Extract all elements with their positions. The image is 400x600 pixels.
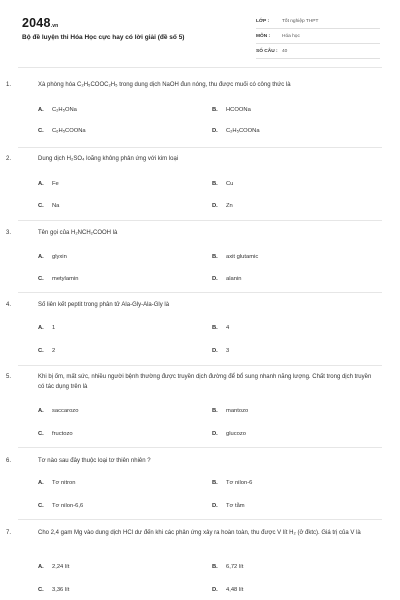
answer-option[interactable]: C. metylamin [38, 276, 79, 282]
meta-label: MÔN : [256, 33, 271, 39]
answer-option[interactable]: D. 4,48 lít [212, 587, 244, 593]
answer-option[interactable]: D. Tơ tằm [212, 503, 245, 509]
meta-value: Tốt nghiệp THPT [282, 18, 319, 24]
question-text: 2. Dung dịch H₂SO₄ loãng không phản ứng với kim loại [6, 156, 179, 162]
answer-option[interactable]: B. axit glutamic [212, 254, 259, 260]
meta-row-class [256, 14, 380, 29]
meta-label: LỚP : [256, 18, 270, 24]
answer-option[interactable]: D. glucozo [212, 431, 246, 437]
page-title: Bộ đề luyện thi Hóa Học cực hay có lời giải (đề số 5) [22, 34, 185, 41]
question-divider [18, 519, 382, 520]
question-divider [18, 447, 382, 448]
answer-option[interactable]: A. C₂H₅ONa [38, 107, 77, 113]
answer-option[interactable]: C. Na [38, 203, 60, 209]
question-text: 7. Cho 2,4 gam Mg vào dung dịch HCl dư đến khi các phản ứng xảy ra hoàn toàn, thu được V lít H₂ (ở đktc). Giá trị của V là [6, 530, 361, 536]
answer-option[interactable]: A. 1 [38, 325, 56, 331]
question-divider [18, 147, 382, 148]
question-text: 4. Số liên kết peptit trong phân tử Ala-Gly-Ala-Gly là [6, 302, 170, 308]
exam-meta [256, 14, 380, 59]
question-divider [18, 220, 382, 221]
answer-option[interactable]: A. 2,24 lít [38, 564, 70, 570]
meta-label: SỐ CÂU : [256, 48, 278, 54]
meta-value: Hóa học [282, 33, 300, 39]
question-text: 1. Xà phòng hóa C₂H₅COOC₂H₅ trong dung dịch NaOH đun nóng, thu được muối có công thức là [6, 82, 291, 88]
answer-option[interactable]: B. 4 [212, 325, 230, 331]
answer-option[interactable]: C. 2 [38, 348, 56, 354]
meta-row-subject [256, 29, 380, 44]
answer-option[interactable]: C. C₆H₅COONa [38, 128, 86, 134]
meta-row-count [256, 44, 380, 59]
answer-option[interactable]: D. Zn [212, 203, 233, 209]
site-logo[interactable]: 2048.vn [22, 16, 59, 30]
answer-option[interactable]: A. glyxin [38, 254, 67, 260]
document-header [0, 0, 400, 62]
answer-option[interactable]: B. Cu [212, 181, 234, 187]
answer-option[interactable]: B. mantozo [212, 408, 249, 414]
answer-option[interactable]: C. fructozo [38, 431, 73, 437]
answer-option[interactable]: D. C₂H₅COONa [212, 128, 260, 134]
answer-option[interactable]: A. Tơ nitron [38, 480, 76, 486]
answer-option[interactable]: D. 3 [212, 348, 230, 354]
answer-option[interactable]: A. saccarozo [38, 408, 79, 414]
header-divider [18, 67, 382, 68]
answer-option[interactable]: B. Tơ nilon-6 [212, 480, 253, 486]
question-divider [18, 292, 382, 293]
question-divider [18, 365, 382, 366]
answer-option[interactable]: B. HCOONa [212, 107, 251, 113]
meta-value: 40 [282, 48, 288, 54]
answer-option[interactable]: A. Fe [38, 181, 59, 187]
question-text: 6. Tơ nào sau đây thuộc loại tơ thiên nhiên ? [6, 458, 151, 464]
question-text: 3. Tên gọi của H₂NCH₂COOH là [6, 230, 118, 236]
answer-option[interactable]: D. alanin [212, 276, 242, 282]
answer-option[interactable]: B. 6,72 lít [212, 564, 244, 570]
question-text: 5. Khi bị ốm, mất sức, nhiều người bệnh thường được truyền dịch đường để bổ sung nhanh năng lượng. Chất trong dịch truyền có tác dụng trên là [6, 374, 372, 390]
answer-option[interactable]: C. Tơ nilon-6,6 [38, 503, 84, 509]
answer-option[interactable]: C. 3,36 lít [38, 587, 70, 593]
